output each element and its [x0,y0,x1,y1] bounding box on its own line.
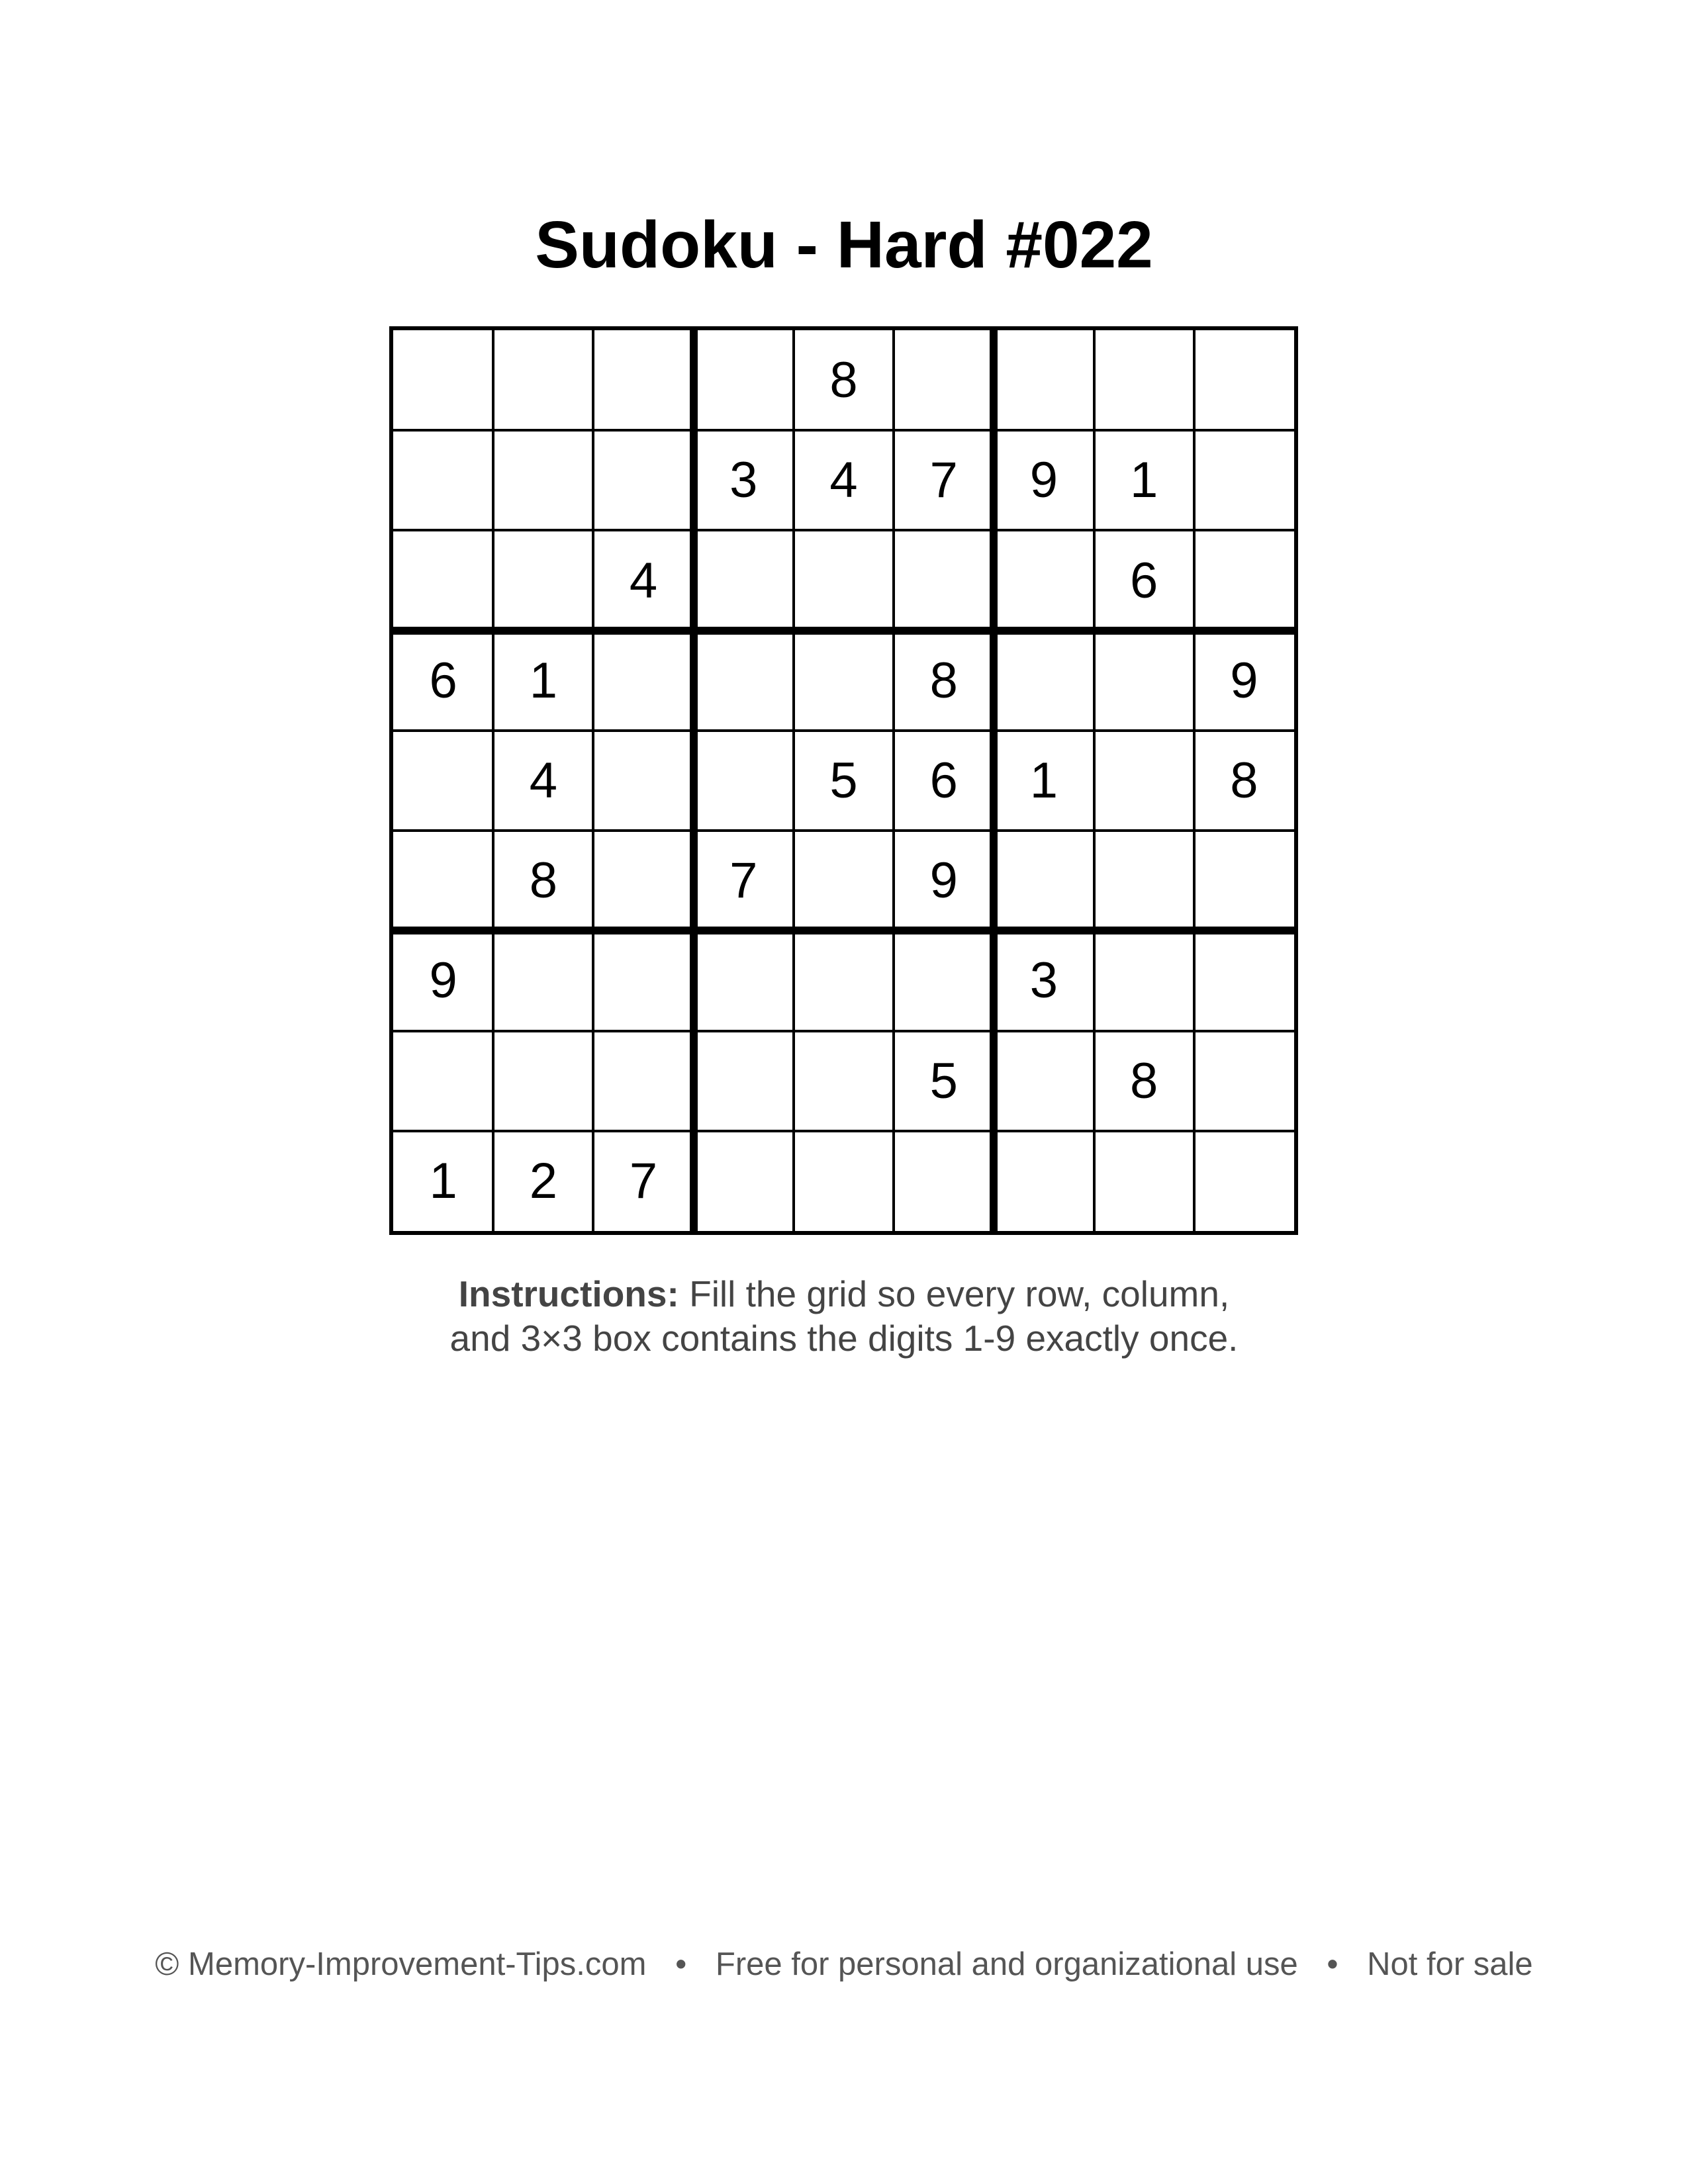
given-cell: 4 [529,752,557,809]
footer-usage: Free for personal and organizational use [715,1946,1298,1982]
given-cell: 9 [929,852,958,909]
empty-cell[interactable] [794,631,894,731]
given-cell: 1 [1029,752,1058,809]
empty-cell[interactable] [593,330,693,430]
empty-cell[interactable] [1194,831,1294,931]
instructions-label: Instructions: [458,1273,679,1314]
footer-copyright: © Memory-Improvement-Tips.com [155,1946,647,1982]
empty-cell[interactable] [393,731,493,831]
empty-cell[interactable] [1094,831,1194,931]
given-cell: 8 [1130,1052,1158,1109]
empty-cell[interactable] [393,430,493,530]
empty-cell[interactable] [1094,330,1194,430]
empty-cell[interactable] [593,430,693,530]
empty-cell[interactable] [1094,631,1194,731]
given-cell: 8 [829,352,858,409]
empty-cell[interactable] [393,831,493,931]
empty-cell[interactable] [493,330,593,430]
empty-cell[interactable] [894,330,994,430]
given-cell: 8 [1230,752,1258,809]
empty-cell[interactable] [894,530,994,630]
given-cell: 6 [1130,552,1158,609]
empty-cell[interactable] [694,530,794,630]
given-cell: 8 [529,852,557,909]
given-cell: 4 [629,552,658,609]
given-cell: 5 [929,1052,958,1109]
empty-cell[interactable] [1194,1131,1294,1231]
instructions-line-1 [0,1272,1688,1316]
empty-cell[interactable] [593,931,693,1030]
given-cell: 7 [929,452,958,509]
given-cell: 9 [429,952,457,1009]
given-cell: 3 [1029,952,1058,1009]
empty-cell[interactable] [794,931,894,1030]
empty-cell[interactable] [694,931,794,1030]
footer-separator: • [675,1946,687,1982]
empty-cell[interactable] [593,1031,693,1131]
given-cell: 3 [729,452,758,509]
given-cell: 1 [429,1152,457,1209]
empty-cell[interactable] [794,530,894,630]
empty-cell[interactable] [994,330,1094,430]
given-cell: 8 [929,652,958,709]
empty-cell[interactable] [1194,931,1294,1030]
empty-cell[interactable] [493,1031,593,1131]
empty-cell[interactable] [794,1031,894,1131]
given-cell: 7 [729,852,758,909]
given-cell: 9 [1230,652,1258,709]
given-cell: 9 [1029,452,1058,509]
empty-cell[interactable] [694,631,794,731]
empty-cell[interactable] [694,731,794,831]
empty-cell[interactable] [1194,430,1294,530]
given-cell: 5 [829,752,858,809]
empty-cell[interactable] [1194,1031,1294,1131]
footer [0,1942,1688,1986]
given-cell: 6 [429,652,457,709]
instructions [0,1272,1688,1361]
empty-cell[interactable] [593,731,693,831]
footer-separator: • [1327,1946,1338,1982]
empty-cell[interactable] [1194,530,1294,630]
empty-cell[interactable] [393,330,493,430]
empty-cell[interactable] [994,530,1094,630]
given-cell: 7 [629,1152,658,1209]
empty-cell[interactable] [694,1131,794,1231]
page-title: Sudoku - Hard #022 [535,208,1153,282]
given-cell: 2 [529,1152,557,1209]
empty-cell[interactable] [894,1131,994,1231]
empty-cell[interactable] [794,1131,894,1231]
empty-cell[interactable] [493,530,593,630]
empty-cell[interactable] [593,631,693,731]
empty-cell[interactable] [393,530,493,630]
given-cell: 1 [1130,452,1158,509]
instructions-text-2: and 3×3 box contains the digits 1-9 exactly once. [449,1318,1239,1359]
given-cell: 4 [829,452,858,509]
empty-cell[interactable] [1194,330,1294,430]
given-cell: 6 [929,752,958,809]
empty-cell[interactable] [794,831,894,931]
empty-cell[interactable] [1094,931,1194,1030]
footer-sale: Not for sale [1367,1946,1533,1982]
empty-cell[interactable] [393,1031,493,1131]
empty-cell[interactable] [593,831,693,931]
empty-cell[interactable] [994,1131,1094,1231]
empty-cell[interactable] [1094,1131,1194,1231]
empty-cell[interactable] [493,931,593,1030]
empty-cell[interactable] [994,1031,1094,1131]
empty-cell[interactable] [994,831,1094,931]
sudoku-grid [389,326,1298,1235]
empty-cell[interactable] [994,631,1094,731]
empty-cell[interactable] [894,931,994,1030]
empty-cell[interactable] [694,330,794,430]
empty-cell[interactable] [493,430,593,530]
given-cell: 1 [529,652,557,709]
instructions-text-1: Fill the grid so every row, column, [689,1273,1230,1314]
empty-cell[interactable] [694,1031,794,1131]
empty-cell[interactable] [1094,731,1194,831]
